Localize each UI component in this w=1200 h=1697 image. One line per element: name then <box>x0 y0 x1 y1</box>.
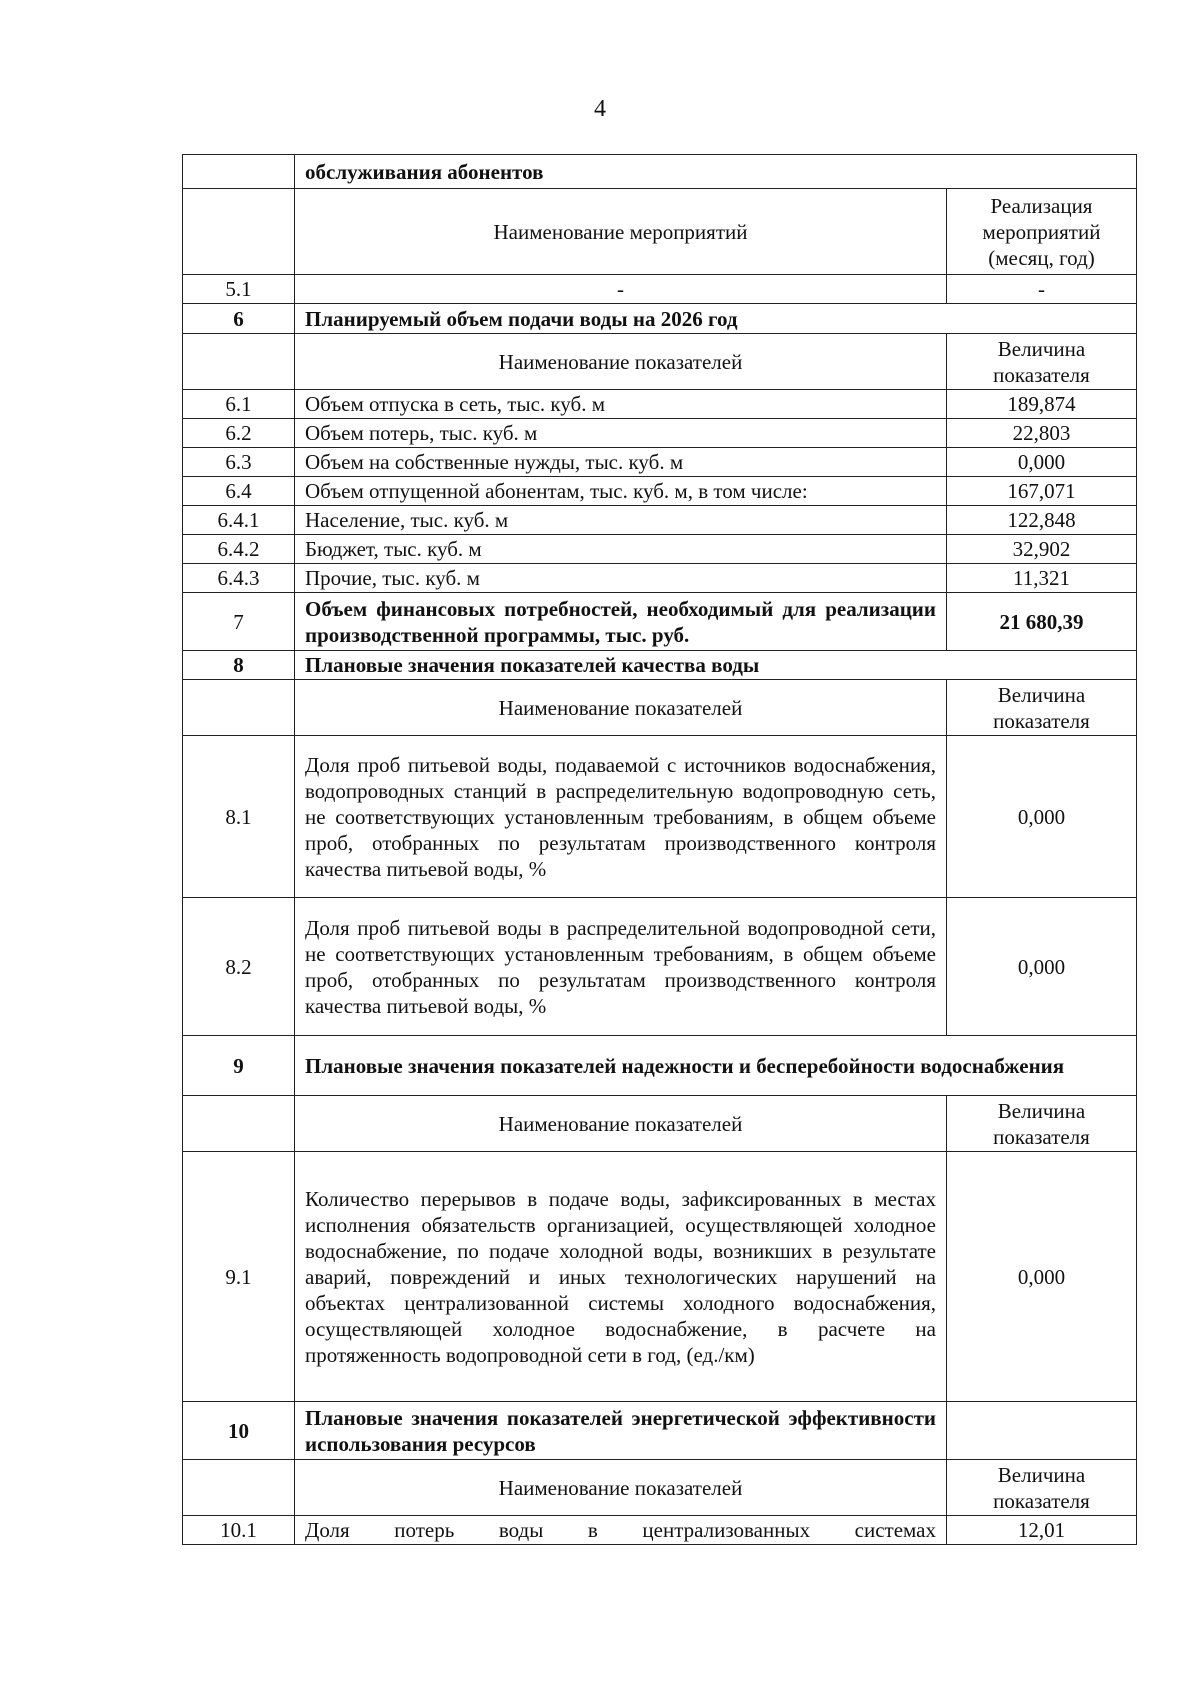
section-title: Планируемый объем подачи воды на 2026 год <box>295 304 1137 334</box>
row-name: Объем отпуска в сеть, тыс. куб. м <box>295 390 947 419</box>
empty-cell <box>183 334 295 390</box>
section-number: 7 <box>183 593 295 651</box>
table-row <box>183 1152 1137 1402</box>
row-number: 6.3 <box>183 448 295 477</box>
row-value: 0,000 <box>947 1152 1137 1402</box>
row-number <box>183 155 295 189</box>
row-number: 6.4.3 <box>183 564 295 593</box>
row-value: 167,071 <box>947 477 1137 506</box>
row-name: Доля проб питьевой воды, подаваемой с источников водоснабжения, водопроводных станций в распределительную водопроводную сеть, не соответствующих установленным требованиям, в общем объеме проб, отобранных по результатам производственного контроля качества питьевой воды, % <box>295 736 947 898</box>
table-header-row <box>183 680 1137 736</box>
column-header-value: Величина показателя <box>947 334 1137 390</box>
row-number: 8.2 <box>183 898 295 1036</box>
table-row <box>183 419 1137 448</box>
section-title: Плановые значения показателей энергетической эффективности использования ресурсов <box>295 1402 947 1460</box>
row-number: 6.1 <box>183 390 295 419</box>
row-number: 10.1 <box>183 1516 295 1545</box>
section-title: Плановые значения показателей качества воды <box>295 651 1137 680</box>
section-row <box>183 1402 1137 1460</box>
section-title: Плановые значения показателей надежности и бесперебойности водоснабжения <box>295 1036 1137 1096</box>
row-number: 8.1 <box>183 736 295 898</box>
row-value: 0,000 <box>947 448 1137 477</box>
column-header-name: Наименование мероприятий <box>295 189 947 275</box>
row-name: Объем отпущенной абонентам, тыс. куб. м, в том числе: <box>295 477 947 506</box>
section-number: 9 <box>183 1036 295 1096</box>
row-name: - <box>295 275 947 304</box>
table-row <box>183 390 1137 419</box>
row-name: Объем на собственные нужды, тыс. куб. м <box>295 448 947 477</box>
row-number: 6.4.1 <box>183 506 295 535</box>
row-name: Количество перерывов в подаче воды, зафиксированных в местах исполнения обязательств организацией, осуществляющей холодное водоснабжение, по подаче холодной воды, возникших в результате аварий, повреждений и иных технологических нарушений на объектах централизованной системы холодного водоснабжения, осуществляющей холодное водоснабжение, в расчете на протяженность водопроводной сети в год, (ед./км) <box>295 1152 947 1402</box>
empty-cell <box>183 1460 295 1516</box>
row-value: 32,902 <box>947 535 1137 564</box>
row-value: 0,000 <box>947 898 1137 1036</box>
table-header-row <box>183 1096 1137 1152</box>
table-header-row <box>183 189 1137 275</box>
program-table <box>182 154 1137 1545</box>
row-value: 12,01 <box>947 1516 1137 1545</box>
column-header-value: Величина показателя <box>947 1096 1137 1152</box>
row-value: 122,848 <box>947 506 1137 535</box>
row-value: 11,321 <box>947 564 1137 593</box>
table-row <box>183 736 1137 898</box>
table-row <box>183 1516 1137 1545</box>
section-title: обслуживания абонентов <box>295 155 1137 189</box>
row-name: Объем потерь, тыс. куб. м <box>295 419 947 448</box>
column-header-name: Наименование показателей <box>295 1096 947 1152</box>
table-row <box>183 477 1137 506</box>
table-row <box>183 535 1137 564</box>
section-row <box>183 1036 1137 1096</box>
column-header-value: Величина показателя <box>947 1460 1137 1516</box>
empty-cell <box>183 680 295 736</box>
table-row <box>183 448 1137 477</box>
table-row <box>183 155 1137 189</box>
row-value: 22,803 <box>947 419 1137 448</box>
empty-cell <box>183 1096 295 1152</box>
row-value: 0,000 <box>947 736 1137 898</box>
column-header-value: Реализация мероприятий (месяц, год) <box>947 189 1137 275</box>
row-name: Население, тыс. куб. м <box>295 506 947 535</box>
section-row <box>183 593 1137 651</box>
row-name: Доля потерь воды в централизованных системах <box>295 1516 947 1545</box>
column-header-name: Наименование показателей <box>295 680 947 736</box>
empty-cell <box>183 189 295 275</box>
column-header-value: Величина показателя <box>947 680 1137 736</box>
row-number: 6.2 <box>183 419 295 448</box>
row-value: - <box>947 275 1137 304</box>
table-row <box>183 506 1137 535</box>
row-name: Бюджет, тыс. куб. м <box>295 535 947 564</box>
column-header-name: Наименование показателей <box>295 1460 947 1516</box>
section-row <box>183 651 1137 680</box>
section-number: 6 <box>183 304 295 334</box>
section-number: 8 <box>183 651 295 680</box>
table-row <box>183 564 1137 593</box>
page-number: 4 <box>594 96 606 122</box>
section-title: Объем финансовых потребностей, необходимый для реализации производственной программы, тыс. руб. <box>295 593 947 651</box>
table-header-row <box>183 1460 1137 1516</box>
row-number: 6.4 <box>183 477 295 506</box>
row-number: 6.4.2 <box>183 535 295 564</box>
row-number: 5.1 <box>183 275 295 304</box>
section-row <box>183 304 1137 334</box>
row-number: 9.1 <box>183 1152 295 1402</box>
row-name: Доля проб питьевой воды в распределительной водопроводной сети, не соответствующих установленным требованиям, в общем объеме проб, отобранных по результатам производственного контроля качества питьевой воды, % <box>295 898 947 1036</box>
section-number: 10 <box>183 1402 295 1460</box>
section-value <box>947 1402 1137 1460</box>
row-name: Прочие, тыс. куб. м <box>295 564 947 593</box>
table-row <box>183 898 1137 1036</box>
table-row <box>183 275 1137 304</box>
column-header-name: Наименование показателей <box>295 334 947 390</box>
section-value: 21 680,39 <box>947 593 1137 651</box>
table-header-row <box>183 334 1137 390</box>
row-value: 189,874 <box>947 390 1137 419</box>
